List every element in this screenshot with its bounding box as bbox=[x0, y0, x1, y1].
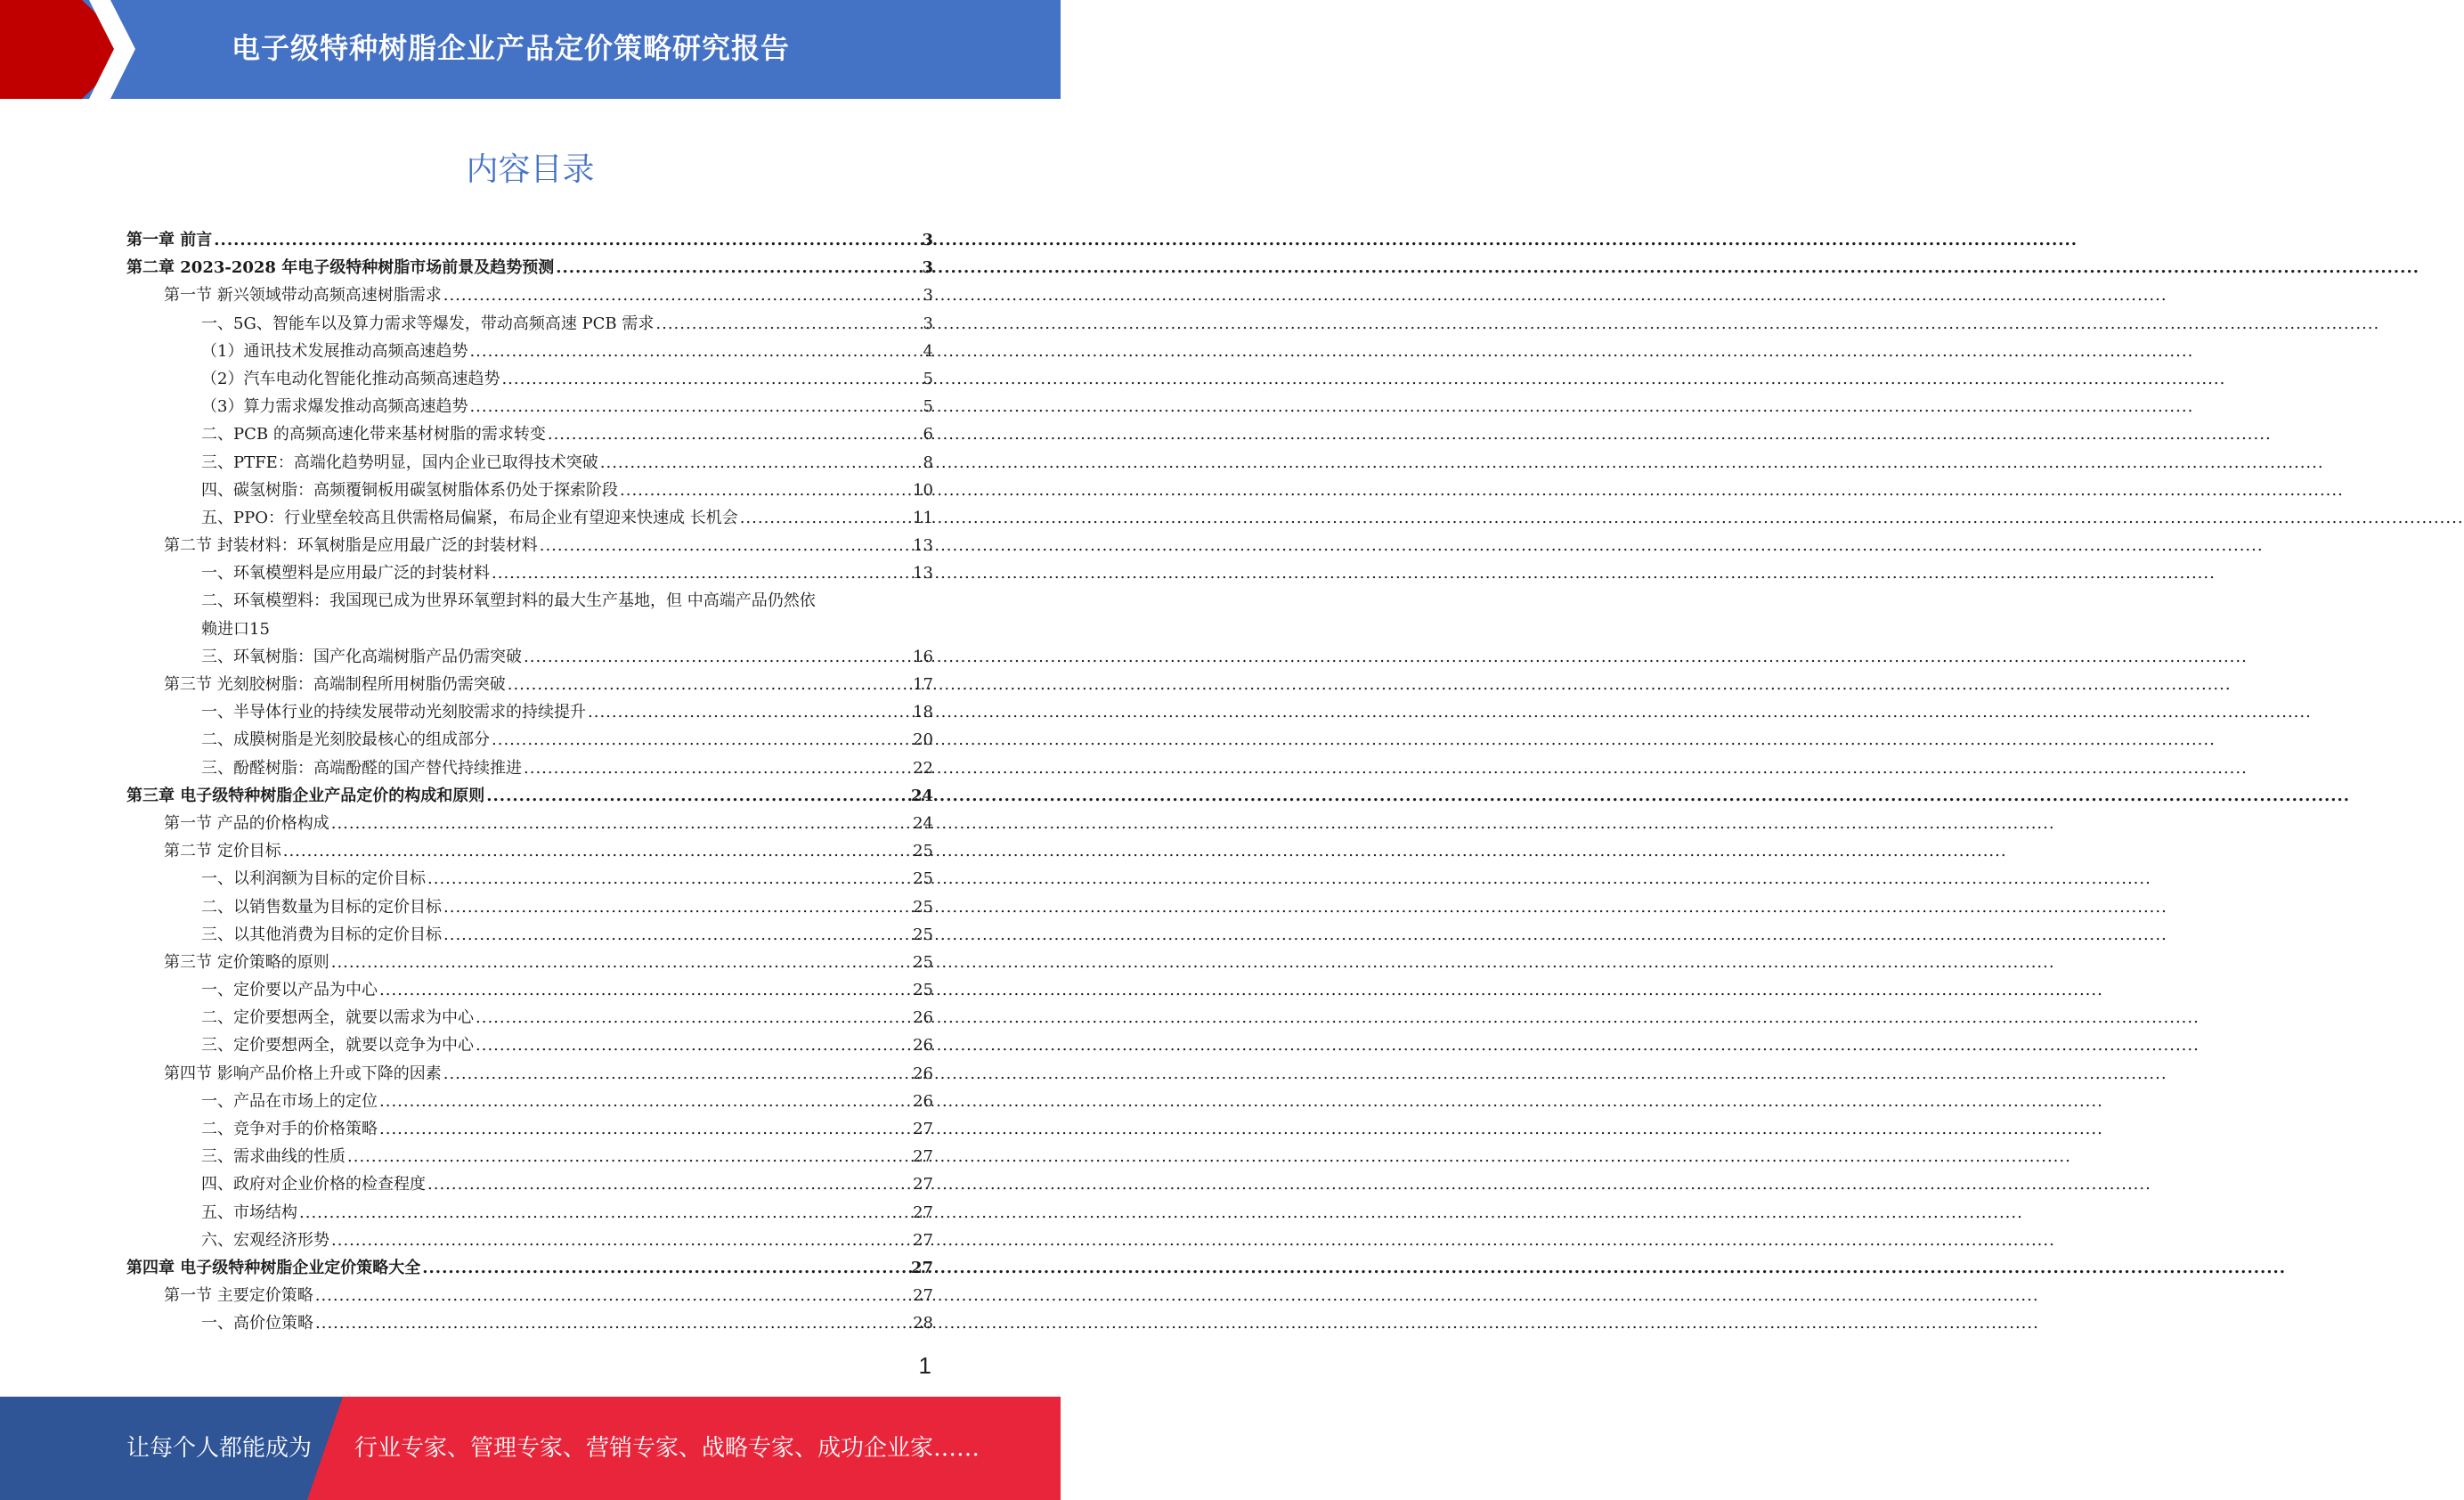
report-footer bbox=[0, 1397, 1061, 1500]
toc-section-entry[interactable] bbox=[126, 837, 933, 865]
header-arrow-decoration bbox=[0, 0, 232, 99]
toc-leader-dots bbox=[299, 1199, 911, 1227]
toc-entry-page: 24 bbox=[913, 813, 933, 833]
toc-section-entry[interactable] bbox=[126, 1282, 933, 1309]
toc-entry-page: 25 bbox=[913, 925, 933, 944]
toc-section-entry[interactable] bbox=[126, 1060, 933, 1088]
toc-subsection-entry[interactable] bbox=[126, 1143, 933, 1170]
toc-subsection-entry[interactable] bbox=[126, 865, 933, 893]
toc-entry-label: （2）汽车电动化智能化推动高频高速趋势 bbox=[201, 369, 500, 388]
toc-entry-label: 第四章 电子级特种树脂企业定价策略大全 bbox=[126, 1258, 421, 1277]
toc-leader-dots bbox=[315, 1309, 911, 1337]
toc-entry-label: 三、需求曲线的性质 bbox=[201, 1147, 346, 1167]
toc-subsection-entry[interactable] bbox=[126, 893, 933, 921]
toc-entry-page: 25 bbox=[913, 897, 933, 917]
toc-entry-page: 3 bbox=[922, 258, 933, 278]
toc-entry-page: 18 bbox=[913, 703, 933, 722]
toc-entry-label: 二、定价要想两全，就要以需求为中心 bbox=[201, 1008, 474, 1028]
toc-section-entry[interactable] bbox=[126, 810, 933, 837]
toc-subsection-entry[interactable] bbox=[126, 477, 933, 504]
toc-entry-label: 一、5G、智能车以及算力需求等爆发，带动高频高速 PCB 需求 bbox=[201, 314, 655, 333]
toc-entry-label: 四、政府对企业价格的检查程度 bbox=[201, 1175, 426, 1194]
toc-entry-label: 第一节 新兴领域带动高频高速树脂需求 bbox=[164, 286, 442, 306]
toc-entry-page: 27 bbox=[913, 1147, 933, 1167]
page-number: 1 bbox=[918, 1352, 931, 1379]
toc-section-entry[interactable] bbox=[126, 281, 933, 309]
toc-entry-page: 22 bbox=[913, 758, 933, 778]
toc-subsection-entry[interactable] bbox=[126, 1004, 933, 1031]
toc-leader-dots bbox=[540, 532, 911, 559]
toc-entry-page: 3 bbox=[923, 314, 933, 333]
toc-leader-dots bbox=[331, 1227, 911, 1254]
toc-subsection-entry[interactable] bbox=[126, 643, 933, 671]
toc-entry-page: 3 bbox=[922, 231, 933, 249]
toc-subsection-entry[interactable] bbox=[126, 449, 933, 477]
footer-slogan-left: 让每个人都能成为 bbox=[126, 1435, 313, 1462]
toc-leader-dots bbox=[379, 1088, 911, 1115]
toc-leader-dots bbox=[214, 226, 920, 254]
toc-subsection-entry[interactable] bbox=[126, 754, 933, 782]
toc-entry-page: 27 bbox=[913, 1286, 933, 1306]
toc-entry-label: 第一节 主要定价策略 bbox=[164, 1286, 313, 1306]
toc-entry-label: 四、碳氢树脂：高频覆铜板用碳氢树脂体系仍处于探索阶段 bbox=[201, 480, 618, 500]
toc-leader-dots bbox=[331, 810, 911, 837]
toc-leader-dots bbox=[315, 1282, 911, 1309]
toc-leader-dots bbox=[501, 365, 921, 393]
toc-entry-page: 26 bbox=[913, 1091, 933, 1111]
toc-leader-dots bbox=[427, 1170, 911, 1198]
toc-subsection-entry[interactable] bbox=[126, 1115, 933, 1143]
toc-entry-page: 27 bbox=[913, 1202, 933, 1222]
toc-entry-label: 三、PTFE：高端化趋势明显，国内企业已取得技术突破 bbox=[201, 452, 598, 472]
toc-leader-dots bbox=[588, 698, 911, 726]
toc-entry-page: 27 bbox=[913, 1230, 933, 1250]
toc-entry-label: 二、以销售数量为目标的定价目标 bbox=[201, 897, 442, 917]
toc-leader-dots bbox=[508, 671, 911, 698]
toc-entry-page: 10 bbox=[913, 480, 933, 500]
report-title: 电子级特种树脂企业产品定价策略研究报告 bbox=[232, 31, 791, 65]
toc-entry-label: （1）通讯技术发展推动高频高速趋势 bbox=[201, 341, 468, 361]
toc-leader-dots bbox=[620, 477, 911, 504]
toc-entry-page: 17 bbox=[913, 675, 933, 694]
toc-leader-dots bbox=[469, 338, 921, 365]
toc-entry-label-line1: 二、环氧模塑料：我国现已成为世界环氧塑封料的最大生产基地，但 中高端产品仍然依 bbox=[201, 591, 816, 611]
toc-chapter-entry[interactable] bbox=[126, 226, 933, 254]
toc-subsection-entry[interactable] bbox=[126, 726, 933, 754]
report-header bbox=[0, 0, 1061, 99]
toc-heading: 内容目录 bbox=[466, 151, 595, 188]
toc-entry-page: 13 bbox=[913, 564, 933, 583]
toc-entry-page: 11 bbox=[913, 508, 933, 527]
table-of-contents bbox=[126, 226, 933, 1338]
toc-chapter-entry[interactable] bbox=[126, 1254, 933, 1282]
toc-leader-dots bbox=[600, 449, 922, 477]
toc-entry-label: 六、宏观经济形势 bbox=[201, 1230, 329, 1250]
toc-chapter-entry[interactable] bbox=[126, 782, 933, 810]
toc-entry-page: 13 bbox=[913, 536, 933, 556]
toc-leader-dots bbox=[443, 1060, 911, 1088]
toc-subsection-entry[interactable] bbox=[126, 310, 933, 338]
toc-subsection-entry[interactable] bbox=[126, 338, 933, 365]
toc-leader-dots bbox=[331, 949, 911, 976]
toc-entry-page: 4 bbox=[923, 341, 933, 361]
toc-subsection-entry[interactable] bbox=[126, 1088, 933, 1115]
toc-entry-label: 一、高价位策略 bbox=[201, 1314, 313, 1333]
toc-entry-page: 28 bbox=[913, 1314, 933, 1333]
toc-section-entry[interactable] bbox=[126, 671, 933, 698]
toc-entry-label: 二、PCB 的高频高速化带来基材树脂的需求转变 bbox=[201, 425, 546, 444]
toc-leader-dots bbox=[740, 504, 911, 532]
toc-entry-label: 第三章 电子级特种树脂企业产品定价的构成和原则 bbox=[126, 786, 485, 805]
toc-leader-dots bbox=[347, 1143, 911, 1170]
toc-subsection-entry[interactable] bbox=[126, 921, 933, 949]
toc-leader-dots bbox=[379, 1115, 911, 1143]
toc-entry-label: 一、以利润额为目标的定价目标 bbox=[201, 869, 426, 889]
toc-subsection-entry[interactable] bbox=[126, 1227, 933, 1254]
toc-leader-dots bbox=[427, 865, 911, 893]
toc-entry-page: 25 bbox=[913, 981, 933, 1000]
toc-entry[interactable] bbox=[126, 587, 933, 642]
toc-entry-label: 一、定价要以产品为中心 bbox=[201, 981, 378, 1000]
toc-entry-page: 5 bbox=[923, 369, 933, 388]
toc-entry-label: 五、市场结构 bbox=[201, 1202, 297, 1222]
toc-subsection-entry[interactable] bbox=[126, 1031, 933, 1059]
toc-entry-label: 五、PPO：行业壁垒较高且供需格局偏紧，布局企业有望迎来快速成 长机会 bbox=[201, 508, 738, 527]
toc-entry-label-line2: 赖进口 bbox=[201, 619, 249, 639]
toc-entry-label: 第一节 产品的价格构成 bbox=[164, 813, 329, 833]
toc-entry-label: 第四节 影响产品价格上升或下降的因素 bbox=[164, 1064, 442, 1083]
toc-leader-dots bbox=[476, 1031, 911, 1059]
toc-entry-label: 一、半导体行业的持续发展带动光刻胶需求的持续提升 bbox=[201, 703, 586, 722]
toc-entry-page: 15 bbox=[249, 619, 270, 639]
toc-section-entry[interactable] bbox=[126, 532, 933, 559]
toc-entry-label: 一、产品在市场上的定位 bbox=[201, 1091, 378, 1111]
footer-slogan-right: 行业专家、管理专家、营销专家、战略专家、成功企业家…… bbox=[354, 1435, 980, 1462]
toc-entry-page: 26 bbox=[913, 1008, 933, 1028]
toc-section-entry[interactable] bbox=[126, 949, 933, 976]
toc-entry-label: 第一章 前言 bbox=[126, 231, 213, 249]
toc-subsection-entry[interactable] bbox=[126, 698, 933, 726]
toc-subsection-entry[interactable] bbox=[126, 1199, 933, 1227]
toc-entry-label: 第三节 光刻胶树脂：高端制程所用树脂仍需突破 bbox=[164, 675, 506, 694]
toc-entry-page: 25 bbox=[913, 842, 933, 861]
toc-entry-page: 25 bbox=[913, 952, 933, 972]
toc-entry-page: 6 bbox=[923, 425, 933, 444]
toc-subsection-entry[interactable] bbox=[126, 1309, 933, 1337]
toc-entry-page: 8 bbox=[923, 452, 933, 472]
toc-leader-dots bbox=[422, 1254, 909, 1282]
toc-entry-label: 三、酚醛树脂：高端酚醛的国产替代持续推进 bbox=[201, 758, 522, 778]
toc-entry-label: 一、环氧模塑料是应用最广泛的封装材料 bbox=[201, 564, 490, 583]
toc-entry-label: 第三节 定价策略的原则 bbox=[164, 952, 329, 972]
toc-subsection-entry[interactable] bbox=[126, 976, 933, 1004]
toc-entry-page: 26 bbox=[913, 1036, 933, 1056]
toc-entry-page: 26 bbox=[913, 1064, 933, 1083]
toc-entry-page: 5 bbox=[923, 397, 933, 417]
toc-entry-page: 3 bbox=[923, 286, 933, 306]
toc-chapter-entry[interactable] bbox=[126, 254, 933, 281]
toc-leader-dots bbox=[476, 1004, 911, 1031]
toc-entry-page: 27 bbox=[910, 1258, 933, 1277]
toc-subsection-entry[interactable] bbox=[126, 1170, 933, 1198]
toc-entry-label: 第二节 定价目标 bbox=[164, 842, 281, 861]
toc-leader-dots bbox=[655, 310, 921, 338]
toc-leader-dots bbox=[443, 893, 911, 921]
toc-entry-label: 三、定价要想两全，就要以竞争为中心 bbox=[201, 1036, 474, 1056]
toc-leader-dots bbox=[283, 837, 911, 865]
toc-entry-page: 27 bbox=[913, 1175, 933, 1194]
toc-leader-dots bbox=[469, 393, 921, 420]
toc-leader-dots bbox=[379, 976, 911, 1004]
toc-entry-page: 25 bbox=[913, 869, 933, 889]
toc-entry-page: 27 bbox=[913, 1120, 933, 1138]
toc-entry-label: 第二章 2023-2028 年电子级特种树脂市场前景及趋势预测 bbox=[126, 258, 555, 278]
toc-leader-dots bbox=[486, 782, 909, 810]
toc-entry-label: 三、以其他消费为目标的定价目标 bbox=[201, 925, 442, 944]
toc-entry-label: （3）算力需求爆发推动高频高速趋势 bbox=[201, 397, 468, 417]
toc-leader-dots bbox=[443, 281, 922, 309]
toc-leader-dots bbox=[443, 921, 911, 949]
toc-subsection-entry[interactable] bbox=[126, 504, 933, 532]
toc-subsection-entry[interactable] bbox=[126, 420, 933, 448]
toc-entry-label: 三、环氧树脂：国产化高端树脂产品仍需突破 bbox=[201, 647, 522, 666]
toc-leader-dots bbox=[492, 726, 911, 754]
toc-entry-label: 第二节 封装材料：环氧树脂是应用最广泛的封装材料 bbox=[164, 536, 538, 556]
toc-entry-label: 二、成膜树脂是光刻胶最核心的组成部分 bbox=[201, 730, 490, 750]
toc-subsection-entry[interactable] bbox=[126, 559, 933, 587]
toc-entry-label: 二、竞争对手的价格策略 bbox=[201, 1120, 378, 1138]
toc-leader-dots bbox=[548, 420, 922, 448]
toc-entry-page: 16 bbox=[913, 647, 933, 666]
toc-entry-page: 20 bbox=[913, 730, 933, 750]
toc-leader-dots bbox=[492, 559, 911, 587]
toc-leader-dots bbox=[524, 643, 911, 671]
toc-subsection-entry[interactable] bbox=[126, 393, 933, 420]
toc-leader-dots bbox=[556, 254, 920, 281]
toc-subsection-entry[interactable] bbox=[126, 365, 933, 393]
toc-leader-dots bbox=[524, 754, 911, 782]
toc-entry-page: 24 bbox=[910, 786, 933, 805]
